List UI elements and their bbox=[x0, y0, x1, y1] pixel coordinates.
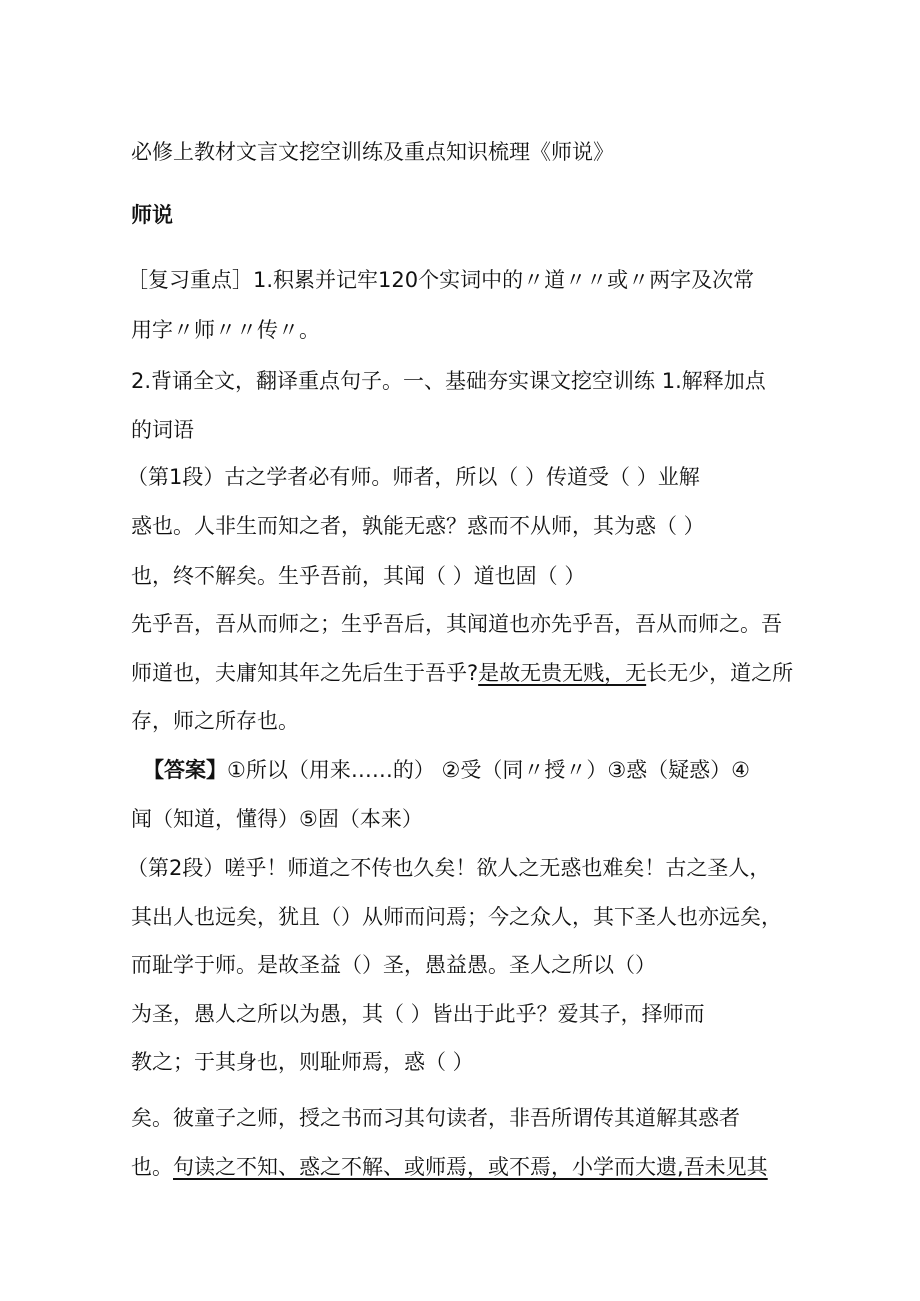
text-line: 而耻学于师。是故圣益（）圣，愚益愚。圣人之所以（） bbox=[131, 953, 656, 977]
answer-line bbox=[143, 756, 750, 784]
text-span: 师道也，夫庸知其年之先后生于吾乎? bbox=[131, 661, 479, 685]
text-line: 为圣，愚人之所以为愚，其（ ）皆出于此乎？爱其子，择师而 bbox=[131, 1002, 705, 1026]
underlined-text: 句读之不知、惑之不解、或师焉，或不焉，小学而大遗,吾未见其 bbox=[173, 1155, 768, 1179]
text-line: 也，终不解矣。生乎吾前，其闻（ ）道也固（ ） bbox=[131, 564, 586, 588]
text-line: 2.背诵全文，翻译重点句子。一、基础夯实课文挖空训练 1.解释加点 bbox=[131, 369, 766, 393]
underlined-text: 是故无贵无贱，无 bbox=[478, 661, 647, 685]
text-line: 存，师之所存也。 bbox=[131, 709, 299, 733]
answer-label: 【答案】 bbox=[143, 758, 227, 782]
text-line: （第2段）嗟乎！师道之不传也久矣！欲人之无惑也难矣！古之圣人， bbox=[127, 856, 771, 880]
text-line: 先乎吾，吾从而师之；生乎吾后，其闻道也亦先乎吾，吾从而师之。吾 bbox=[131, 612, 782, 636]
answer-line: 闻（知道，懂得）⑤固（本来） bbox=[131, 807, 423, 831]
text-line: 的词语 bbox=[131, 418, 194, 442]
text-line: 用字〃师〃〃传〃。 bbox=[131, 318, 320, 342]
text-line: （第1段）古之学者必有师。师者，所以（ ）传道受（ ）业解 bbox=[127, 465, 700, 489]
text-line: ［复习重点］1.积累并记牢120个实词中的〃道〃〃或〃两字及次常 bbox=[127, 268, 755, 292]
text-span: 也。 bbox=[131, 1155, 173, 1179]
text-line: 惑也。人非生而知之者，孰能无惑？惑而不从师，其为惑（ ） bbox=[131, 514, 705, 538]
document-title: 必修上教材文言文挖空训练及重点知识梳理《师说》 bbox=[131, 140, 614, 164]
text-span: 长无少，道之所 bbox=[646, 661, 794, 685]
text-line bbox=[131, 1153, 768, 1181]
text-line: 其出人也远矣，犹且（）从师而问焉；今之众人，其下圣人也亦远矣， bbox=[131, 905, 782, 929]
text-line: 教之；于其身也，则耻师焉，惑（ ） bbox=[131, 1050, 474, 1074]
text-line bbox=[131, 659, 793, 687]
text-line: 矣。彼童子之师，授之书而习其句读者，非吾所谓传其道解其惑者 bbox=[131, 1106, 740, 1130]
answer-text: ①所以（用来……的） ②受（同〃授〃）③惑（疑惑）④ bbox=[227, 758, 750, 782]
section-heading: 师说 bbox=[131, 203, 173, 227]
